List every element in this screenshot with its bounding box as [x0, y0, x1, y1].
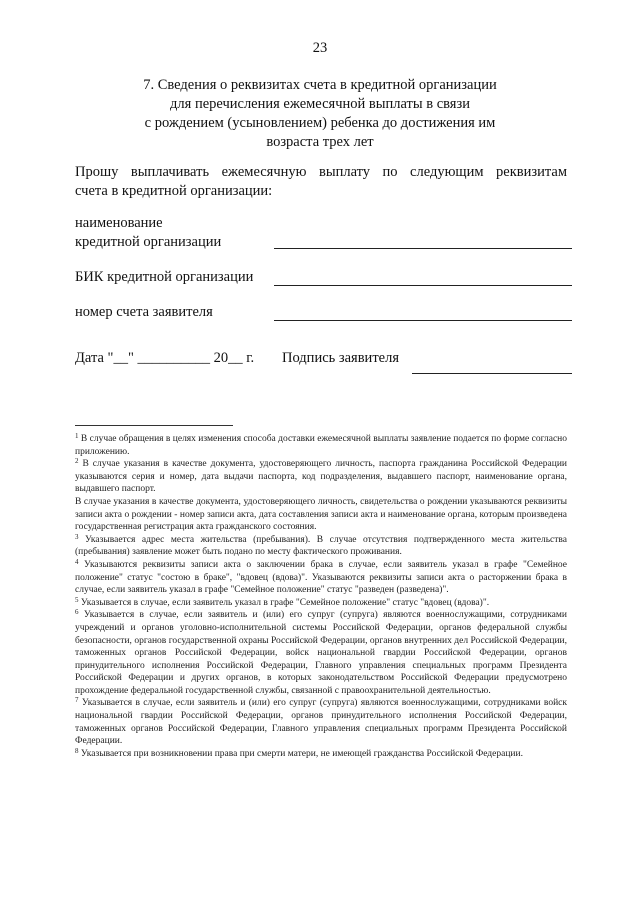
section-title [0, 76, 640, 152]
footnote-3: $^3$ Указывается адрес места жительства (пребывания). В случае отсутствия подтвержденного места жительства (пребывания) заявление может быть подано по месту фактического проживания. [75, 532, 568, 558]
title-line: с рождением (усыновлением) ребенка до достижения им [144, 115, 496, 131]
bank-name-label-line: наименование [75, 215, 163, 231]
request-line: Прошу выплачивать ежемесячную выплату по следующим реквизитам [75, 164, 567, 180]
page-number: 23 [312, 40, 328, 56]
footnote-6: $^6$ Указывается в случае, если заявитель и (или) его супруг (супруга) являются военнослужащими, сотрудниками учреждений и органов уголовно-исполнительной системы Российской Федерации, органов федеральной службы безопасности, органов государственной охраны Российской Федерации, органов внутренних дел Российской Федерации, таможенных органов Российской Федерации, войск национальной гвардии Российской Федерации, органов принудительного исполнения Российской Федерации, Главного управления специальных программ Президента Российской Федерации и других органов, в которых законодательством Российской Федерации предусмотрено прохождение федеральной государственной службы, связанной с правоохранительной деятельностью. [75, 608, 567, 696]
signature-label: Подпись заявителя [282, 350, 399, 366]
footnote-1: $^1$ В случае обращения в целях изменения способа доставки ежемесячной выплаты заявление подается по форме согласно приложению. [75, 432, 567, 457]
account-label: номер счета заявителя [75, 304, 213, 320]
footnote-2: $^2$ В случае указания в качестве документа, удостоверяющего личность, паспорта гражданина Российской Федерации указываются серия и номер, дата выдачи паспорта, код подразделения, выдавшего паспорт, наименование органа, выдавшего паспорт. [75, 457, 567, 495]
footnote-5: $^5$ Указывается в случае, если заявитель указал в графе "Семейное положение" статус "вдовец (вдова)". [75, 595, 490, 608]
footnote-7: $^7$ Указывается в случае, если заявитель и (или) его супруг (супруга) являются военнослужащими, сотрудниками войск национальной гвардии Российской Федерации, органов принудительного исполнения Российской Федерации, таможенных органов Российской Федерации, Главного управления специальных программ Президента Российской Федерации. [75, 696, 567, 747]
title-line: для перечисления ежемесячной выплаты в связи [170, 96, 470, 112]
bik-label: БИК кредитной организации [75, 269, 254, 285]
bik-field[interactable] [274, 285, 572, 286]
footnote-4: $^4$ Указываются реквизиты записи акта о заключении брака в случае, если заявитель указал в графе "Семейное положение" статус "состою в браке", "вдовец (вдова)". Указываются реквизиты записи акта о расторжении брака в случае, если заявитель указал в графе "Семейное положение" статус "разведен (разведена)". [75, 557, 567, 596]
title-line: 7. Сведения о реквизитах счета в кредитной организации [143, 77, 497, 93]
request-line: счета в кредитной организации: [75, 183, 273, 199]
bank-name-label [75, 214, 221, 252]
footnotes [75, 433, 567, 760]
date-field[interactable]: Дата "__" __________ 20__ г. [75, 350, 255, 366]
account-field[interactable] [274, 320, 572, 321]
bank-name-label-line: кредитной организации [75, 234, 222, 250]
footnote-8: $^8$ Указывается при возникновении права при смерти матери, не имеющей гражданства Российской Федерации. [75, 746, 523, 759]
request-paragraph [75, 163, 567, 201]
signature-field[interactable] [412, 373, 572, 374]
footnote-separator [75, 425, 233, 426]
footnote-2-continued: В случае указания в качестве документа, удостоверяющего личность, свидетельства о рождении указываются реквизиты записи акта о рождении - номер записи акта, дата составления записи акта и наименование органа, которым произведена государственная регистрация акта гражданского состояния. [75, 496, 567, 533]
bank-name-field[interactable] [274, 248, 572, 249]
title-line: возраста трех лет [266, 134, 374, 150]
